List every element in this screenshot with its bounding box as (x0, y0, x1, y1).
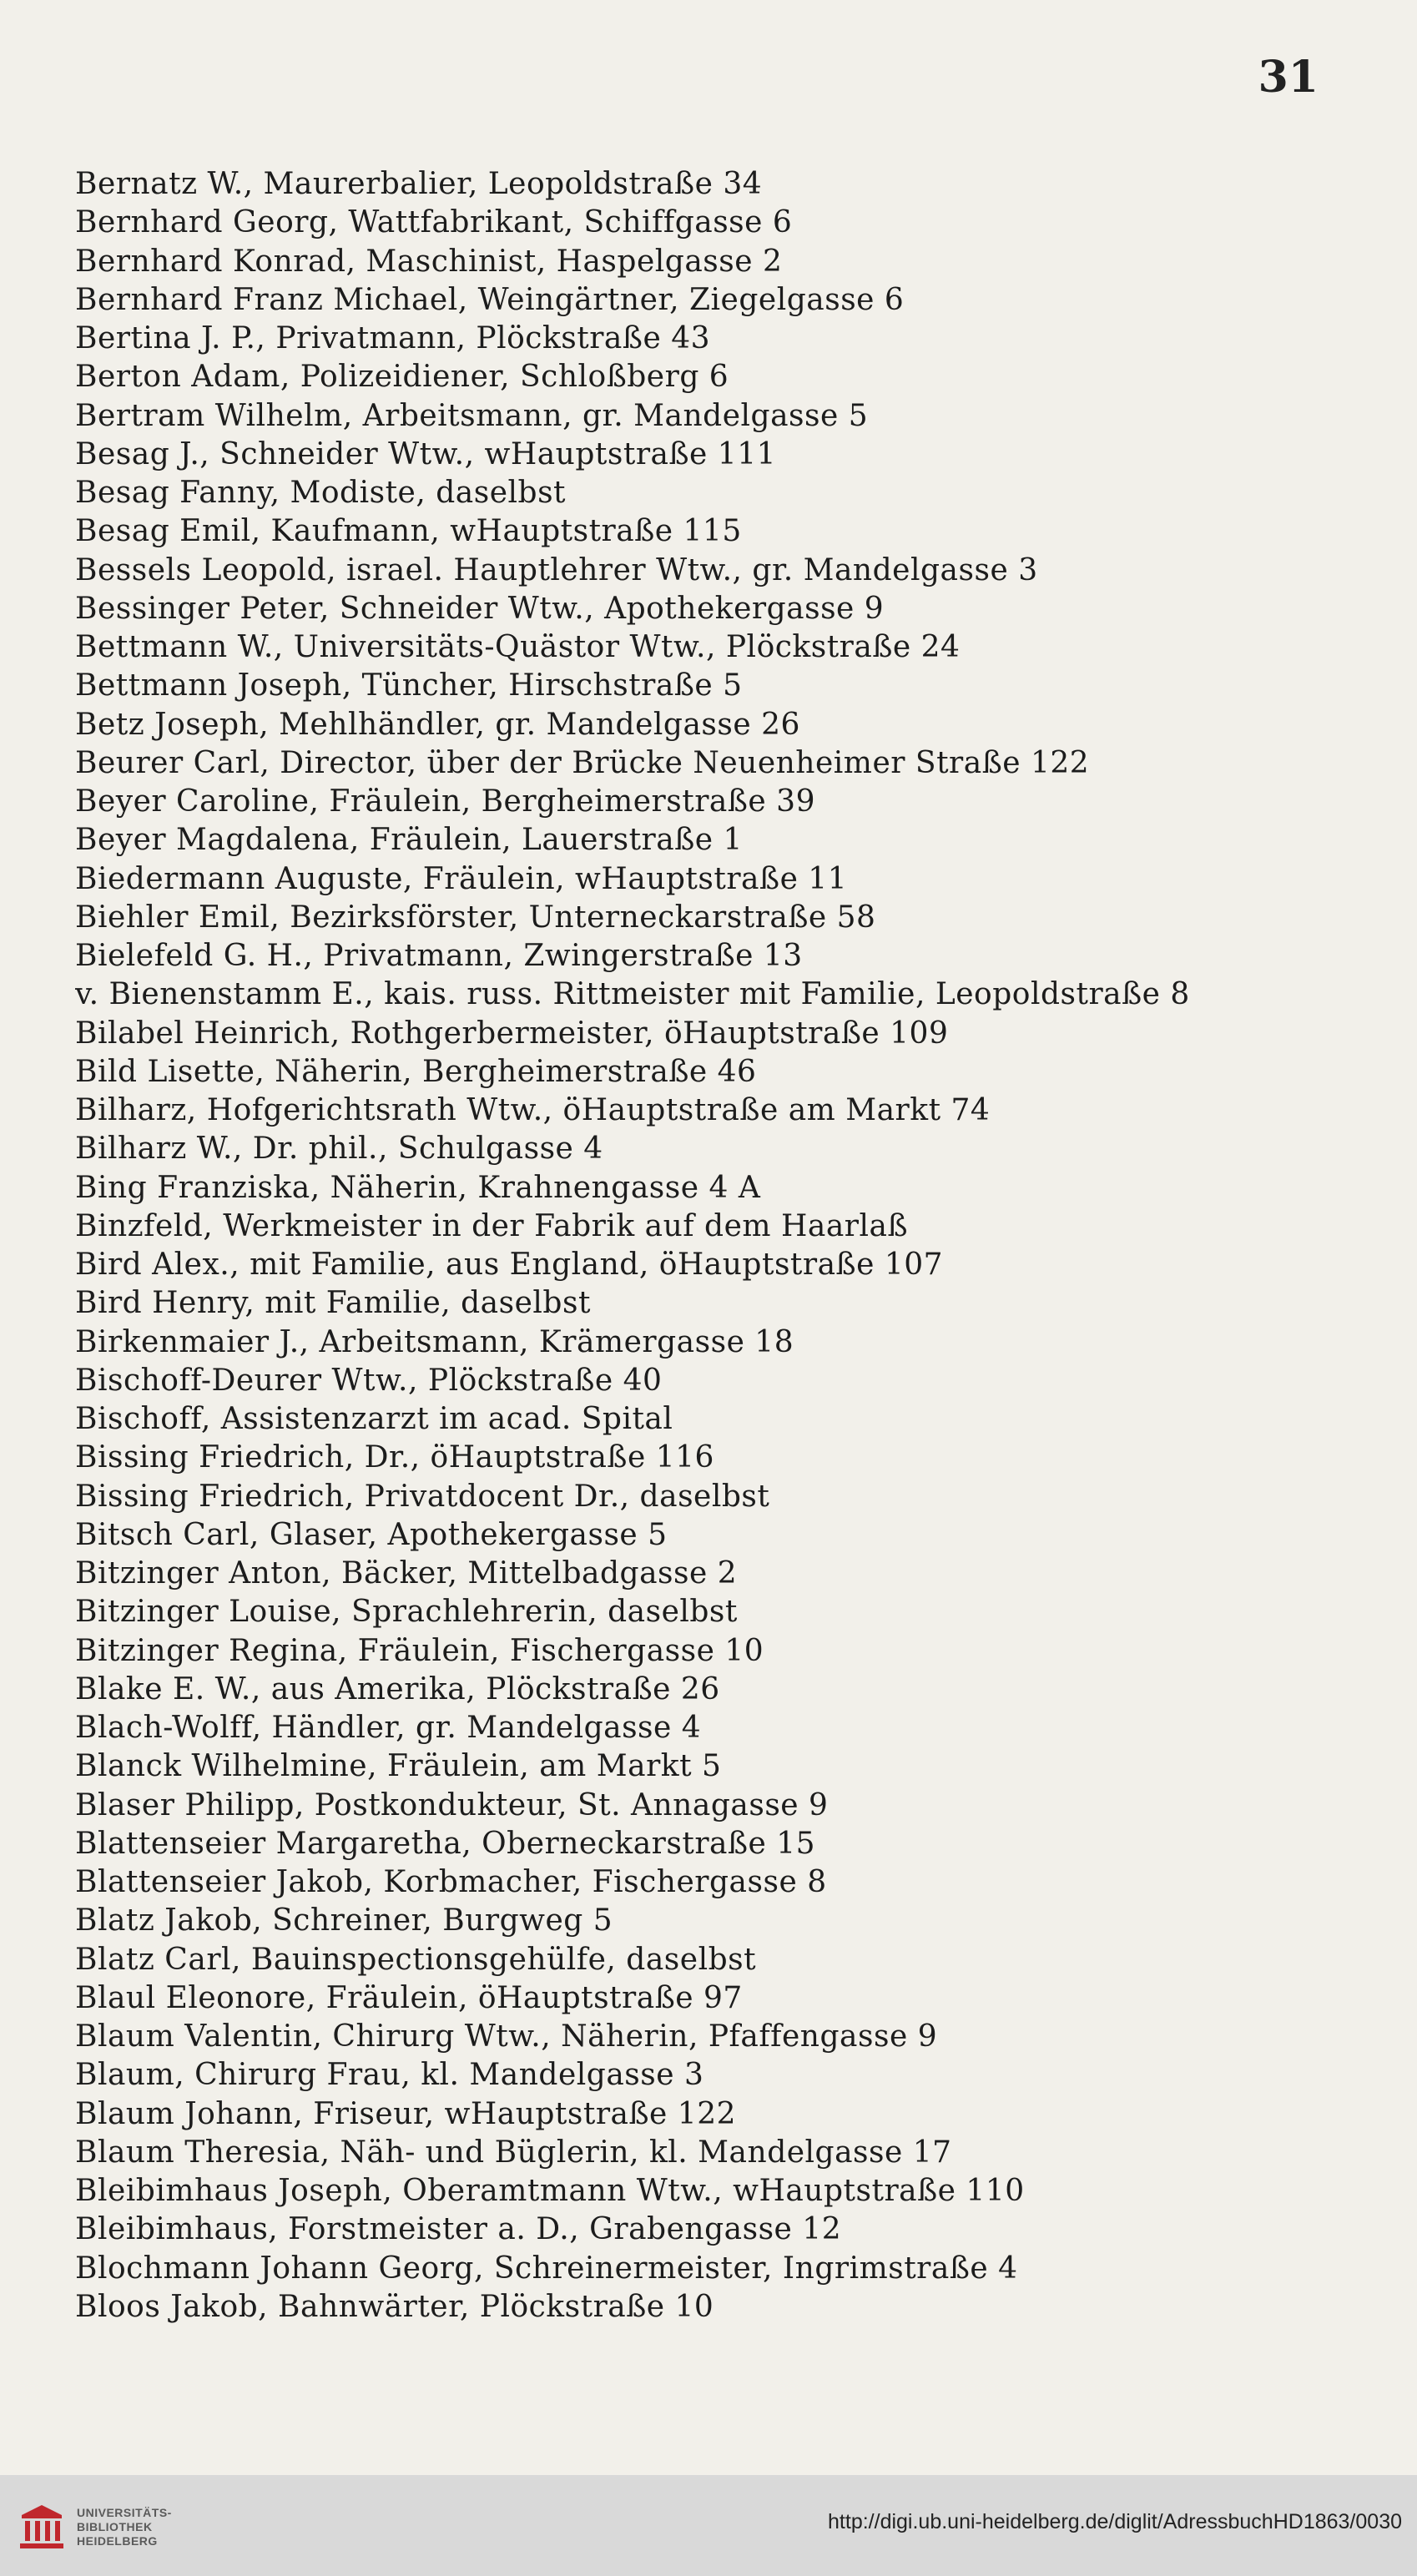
address-entry: Bird Henry, mit Familie, daselbst (75, 1286, 591, 1321)
address-entry: Bessels Leopold, israel. Hauptlehrer Wtw., gr. Mandelgasse 3 (75, 552, 1038, 587)
address-entry: Bischoff-Deurer Wtw., Plöckstraße 40 (75, 1363, 663, 1398)
address-entry: Blatz Carl, Bauinspectionsgehülfe, daselbst (75, 1942, 757, 1977)
address-entry: Bettmann W., Universitäts-Quästor Wtw., Plöckstraße 24 (75, 630, 961, 664)
address-entry: Bilabel Heinrich, Rothgerbermeister, öHauptstraße 109 (75, 1016, 949, 1051)
address-entry: Binzfeld, Werkmeister in der Fabrik auf dem Haarlaß (75, 1208, 909, 1243)
logo-line-3: HEIDELBERG (77, 2533, 158, 2548)
library-logo-text (77, 2506, 172, 2548)
address-entry: Blaum Theresia, Näh- und Büglerin, kl. Mandelgasse 17 (75, 2135, 952, 2170)
address-entry: Betz Joseph, Mehlhändler, gr. Mandelgasse 26 (75, 707, 800, 742)
address-entry: Bilharz W., Dr. phil., Schulgasse 4 (75, 1132, 603, 1167)
address-entry: Blake E. W., aus Amerika, Plöckstraße 26 (75, 1671, 720, 1706)
address-entry: Blanck Wilhelmine, Fräulein, am Markt 5 (75, 1749, 722, 1784)
address-entry: Bing Franziska, Näherin, Krahnengasse 4 A (75, 1170, 761, 1205)
address-entry-list (75, 165, 1377, 2326)
address-entry: Bitzinger Anton, Bäcker, Mittelbadgasse 2 (75, 1556, 738, 1590)
address-entry: Bleibimhaus Joseph, Oberamtmann Wtw., wHauptstraße 110 (75, 2174, 1025, 2208)
address-entry: Blaul Eleonore, Fräulein, öHauptstraße 97 (75, 1980, 743, 2015)
address-entry: Bitzinger Regina, Fräulein, Fischergasse 10 (75, 1633, 764, 1668)
address-entry: Blatz Jakob, Schreiner, Burgweg 5 (75, 1903, 613, 1938)
address-entry: Bissing Friedrich, Privatdocent Dr., daselbst (75, 1479, 770, 1514)
address-entry: Bissing Friedrich, Dr., öHauptstraße 116 (75, 1440, 714, 1475)
source-url-link[interactable]: http://digi.ub.uni-heidelberg.de/diglit/AdressbuchHD1863/0030 (828, 2510, 1402, 2533)
page-number: 31 (1258, 52, 1319, 103)
address-entry: Birkenmaier J., Arbeitsmann, Krämergasse 18 (75, 1324, 794, 1359)
address-entry: Bertina J. P., Privatmann, Plöckstraße 43 (75, 321, 710, 355)
address-entry: Berton Adam, Polizeidiener, Schloßberg 6 (75, 360, 729, 395)
address-entry: Bloos Jakob, Bahnwärter, Plöckstraße 10 (75, 2289, 714, 2324)
address-entry: Bild Lisette, Näherin, Bergheimerstraße 46 (75, 1054, 757, 1089)
address-entry: Biedermann Auguste, Fräulein, wHauptstraße 11 (75, 861, 848, 896)
address-entry: Bessinger Peter, Schneider Wtw., Apothekergasse 9 (75, 591, 885, 626)
address-entry: Bird Alex., mit Familie, aus England, öHauptstraße 107 (75, 1248, 944, 1282)
address-entry: Blaum Valentin, Chirurg Wtw., Näherin, Pfaffengasse 9 (75, 2019, 938, 2054)
address-entry: Blattenseier Jakob, Korbmacher, Fischergasse 8 (75, 1865, 827, 1899)
address-entry: Bettmann Joseph, Tüncher, Hirschstraße 5 (75, 668, 743, 703)
address-entry: Beurer Carl, Director, über der Brücke Neuenheimer Straße 122 (75, 745, 1090, 780)
address-entry: Bernatz W., Maurerbalier, Leopoldstraße 34 (75, 167, 763, 201)
address-entry: Bischoff, Assistenzarzt im acad. Spital (75, 1402, 673, 1436)
address-entry: Bleibimhaus, Forstmeister a. D., Grabengasse 12 (75, 2212, 842, 2247)
address-entry: Bernhard Konrad, Maschinist, Haspelgasse 2 (75, 244, 783, 279)
address-entry: Blaser Philipp, Postkondukteur, St. Annagasse 9 (75, 1787, 829, 1822)
address-entry: Beyer Magdalena, Fräulein, Lauerstraße 1 (75, 823, 743, 858)
logo-line-1: UNIVERSITÄTS- (77, 2505, 172, 2519)
address-entry: v. Bienenstamm E., kais. russ. Rittmeister mit Familie, Leopoldstraße 8 (75, 977, 1190, 1012)
library-logo[interactable] (17, 2502, 172, 2552)
address-entry: Beyer Caroline, Fräulein, Bergheimerstraße 39 (75, 784, 815, 819)
address-entry: Bielefeld G. H., Privatmann, Zwingerstraße 13 (75, 939, 803, 973)
address-entry: Bernhard Georg, Wattfabrikant, Schiffgasse 6 (75, 205, 793, 240)
address-entry: Blattenseier Margaretha, Oberneckarstraße 15 (75, 1826, 816, 1861)
address-entry: Bertram Wilhelm, Arbeitsmann, gr. Mandelgasse 5 (75, 398, 869, 433)
address-entry: Blaum Johann, Friseur, wHauptstraße 122 (75, 2096, 737, 2131)
address-entry: Bitzinger Louise, Sprachlehrerin, daselbst (75, 1595, 738, 1630)
address-entry: Besag J., Schneider Wtw., wHauptstraße 111 (75, 436, 776, 471)
library-seal-icon (17, 2502, 67, 2552)
address-entry: Bilharz, Hofgerichtsrath Wtw., öHauptstraße am Markt 74 (75, 1093, 991, 1127)
address-entry: Bernhard Franz Michael, Weingärtner, Ziegelgasse 6 (75, 282, 905, 317)
address-entry: Blach-Wolff, Händler, gr. Mandelgasse 4 (75, 1711, 702, 1745)
address-entry: Besag Emil, Kaufmann, wHauptstraße 115 (75, 514, 742, 549)
address-entry: Blochmann Johann Georg, Schreinermeister, Ingrimstraße 4 (75, 2251, 1018, 2286)
address-entry: Bitsch Carl, Glaser, Apothekergasse 5 (75, 1517, 668, 1552)
address-entry: Biehler Emil, Bezirksförster, Unterneckarstraße 58 (75, 900, 876, 935)
address-entry: Besag Fanny, Modiste, daselbst (75, 476, 567, 510)
logo-line-2: BIBLIOTHEK (77, 2519, 153, 2533)
address-entry: Blaum, Chirurg Frau, kl. Mandelgasse 3 (75, 2058, 704, 2093)
